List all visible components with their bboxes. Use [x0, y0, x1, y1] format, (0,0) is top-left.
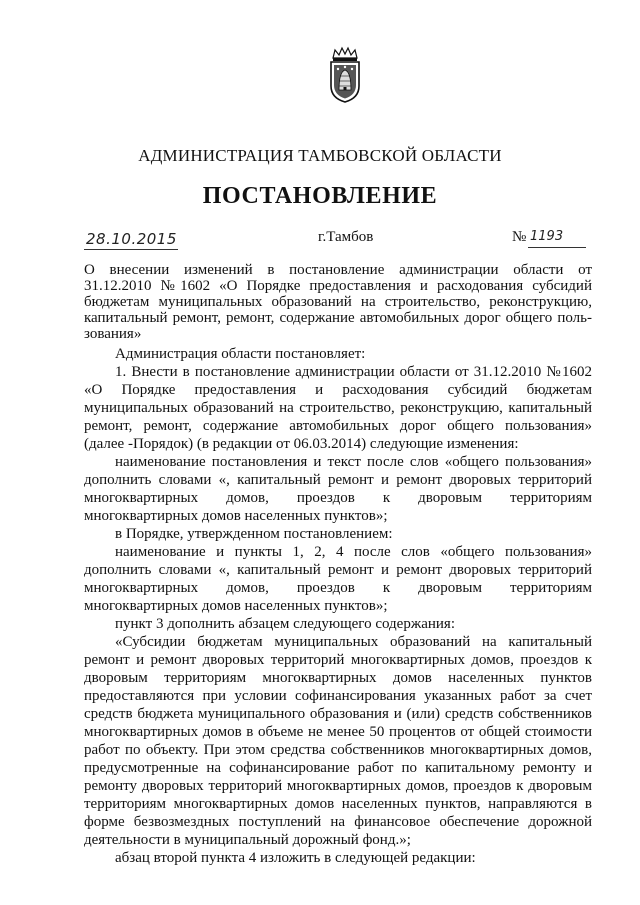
body-line: муниципальных образований на строительство, реконструкцию, капитальный [84, 400, 592, 416]
body-line: Администрация области постановляет: [115, 346, 366, 362]
subject-line: капитальный ремонт, ремонт, содержание автомобильных дорог общего поль- [84, 310, 592, 326]
body-line: многоквартирных домов населенных пунктов»; [84, 598, 388, 614]
document-number: 1193 [530, 229, 564, 244]
document-type-title: ПОСТАНОВЛЕНИЕ [202, 183, 438, 209]
body-line: ремонт и ремонт дворовых территорий многоквартирных домов, проездов к [84, 652, 592, 668]
tambov-coat-of-arms-icon [325, 46, 365, 104]
body-line: предусмотренные на софинансирование работ по капитальному ремонту и [84, 760, 592, 776]
body-line: многоквартирных домов населенных пунктов»; [84, 508, 388, 524]
body-line: форме безвозмездных поступлений на финансовое обеспечение дорожной [84, 814, 592, 830]
number-underline [528, 247, 586, 248]
body-line: многоквартирных домов в объеме не менее 50 процентов от общей стоимости [84, 724, 592, 740]
subject-line: зования» [84, 326, 142, 342]
date-underline [84, 249, 178, 250]
body-line: наименование постановления и текст после слов «общего пользования» [115, 454, 592, 470]
body-line: многоквартирных домов, проездов к дворовым территориям [84, 490, 592, 506]
subject-line: О внесении изменений в постановление администрации области от [84, 262, 592, 278]
body-line: в Порядке, утвержденном постановлением: [115, 526, 393, 542]
body-line: деятельности в муниципальный дорожный фонд.»; [84, 832, 411, 848]
body-line: работ по объекту. При этом средства собственников многоквартирных домов, [84, 742, 592, 758]
body-line: (далее -Порядок) (в редакции от 06.03.2014) следующие изменения: [84, 436, 519, 452]
body-line: средств бюджета муниципального образования и (или) средств собственников [84, 706, 592, 722]
document-date: 28.10.2015 [86, 230, 177, 248]
document-city: г.Тамбов [318, 229, 374, 245]
body-line: наименование и пункты 1, 2, 4 после слов «общего пользования» [115, 544, 592, 560]
organization-title: АДМИНИСТРАЦИЯ ТАМБОВСКОЙ ОБЛАСТИ [138, 146, 502, 165]
body-line: пункт 3 дополнить абзацем следующего содержания: [115, 616, 455, 632]
body-line: 1. Внести в постановление администрации области от 31.12.2010 №1602 [115, 364, 592, 380]
body-line: абзац второй пункта 4 изложить в следующей редакции: [115, 850, 476, 866]
body-line: предоставляются при условии софинансирования указанных работ за счет [84, 688, 592, 704]
body-line: «О Порядке предоставления и расходования субсидий бюджетам [84, 382, 592, 398]
subject-line: 31.12.2010 №1602 «О Порядке предоставления и расходования субсидий [84, 278, 592, 294]
body-line: территориям многоквартирных домов населенных пунктов, направляются в [84, 796, 592, 812]
document-number-label: № [512, 229, 527, 245]
body-line: дворовым территориям многоквартирных домов населенных пунктов [84, 670, 592, 686]
body-line: ремонту дворовых территорий многоквартирных домов, проездов к дворовым [84, 778, 592, 794]
subject-line: бюджетам муниципальных образований на строительство, реконструкцию, [84, 294, 592, 310]
body-line: многоквартирных домов, проездов к дворовым территориям [84, 580, 592, 596]
body-line: дополнить словами «, капитальный ремонт и ремонт дворовых территорий [84, 472, 592, 488]
body-line: ремонт, ремонт, содержание автомобильных дорог общего пользования» [84, 418, 592, 434]
body-line: дополнить словами «, капитальный ремонт и ремонт дворовых территорий [84, 562, 592, 578]
body-line: «Субсидии бюджетам муниципальных образований на капитальный [115, 634, 592, 650]
